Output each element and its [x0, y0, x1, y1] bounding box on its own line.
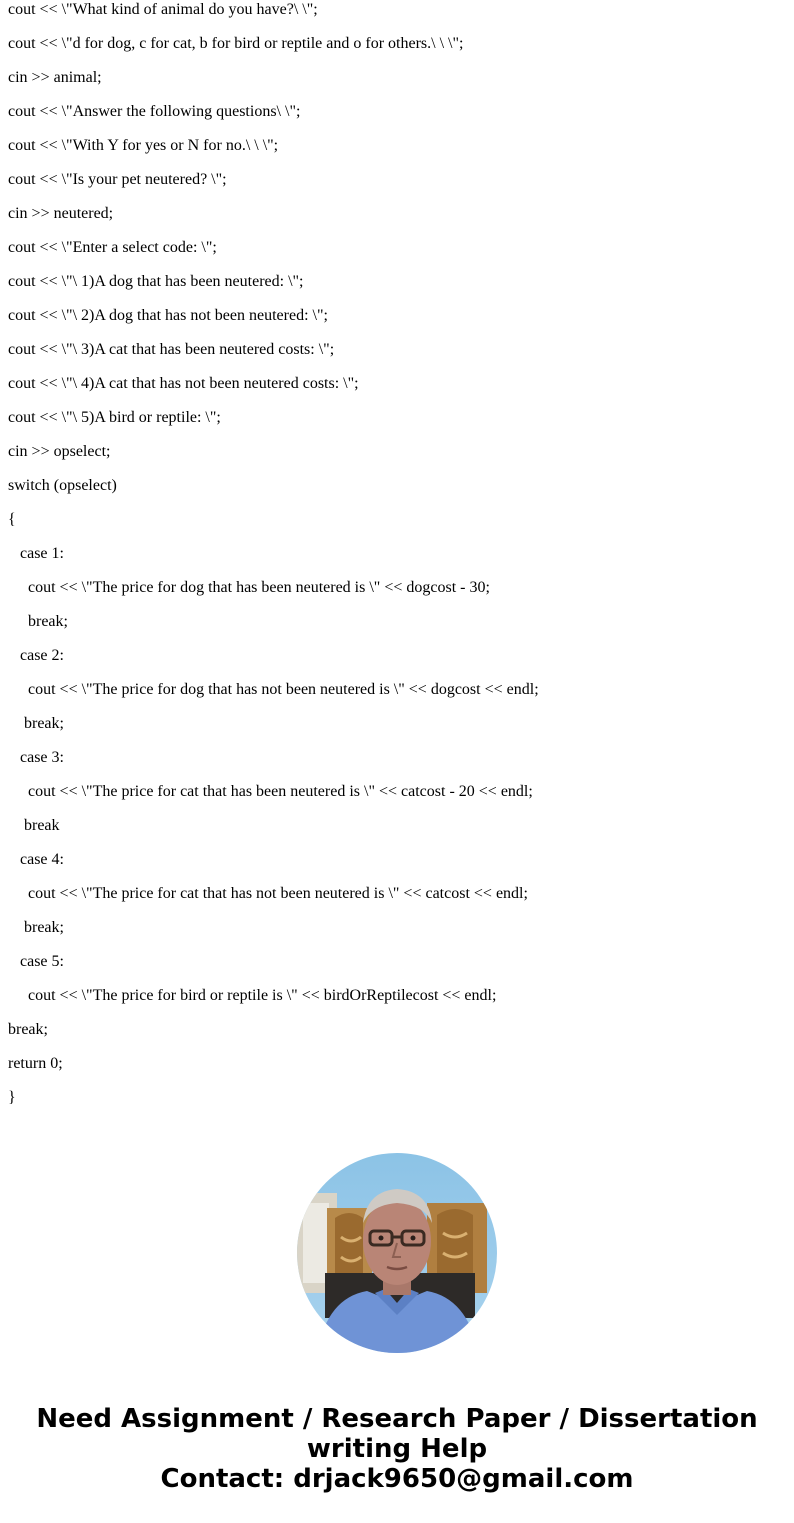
code-line: cout << \"Is your pet neutered? \";	[8, 171, 227, 188]
code-line: cin >> animal;	[8, 69, 102, 86]
code-line: break;	[8, 613, 68, 630]
code-line: cout << \"d for dog, c for cat, b for bird or reptile and o for others.\ \ \";	[8, 35, 464, 52]
promo-contact-email: Contact: drjack9650@gmail.com	[160, 1464, 634, 1494]
code-line: cout << \"The price for cat that has not been neutered is \" << catcost << endl;	[8, 885, 528, 902]
code-line: break;	[8, 715, 64, 732]
code-line: }	[8, 1089, 16, 1106]
promo-block	[0, 1404, 794, 1494]
code-line: break;	[8, 919, 64, 936]
promo-line-heading: Need Assignment / Research Paper / Dissertation	[36, 1404, 758, 1434]
code-line: case 2:	[8, 647, 64, 664]
code-line: cout << \"The price for dog that has not been neutered is \" << dogcost << endl;	[8, 681, 539, 698]
code-line: cout << \"Answer the following questions\ \";	[8, 103, 301, 120]
author-avatar	[297, 1153, 497, 1353]
code-line: cout << \"\ 2)A dog that has not been neutered: \";	[8, 307, 328, 324]
code-line: cin >> neutered;	[8, 205, 114, 222]
code-line: return 0;	[8, 1055, 63, 1072]
code-line: cout << \"\ 3)A cat that has been neutered costs: \";	[8, 341, 335, 358]
code-line: {	[8, 511, 16, 528]
code-line: case 5:	[8, 953, 64, 970]
code-line: cout << \"\ 4)A cat that has not been neutered costs: \";	[8, 375, 359, 392]
code-line: cout << \"\ 1)A dog that has been neutered: \";	[8, 273, 304, 290]
code-line: cout << \"Enter a select code: \";	[8, 239, 217, 256]
code-line: cout << \"The price for dog that has been neutered is \" << dogcost - 30;	[8, 579, 490, 596]
code-line: cout << \"The price for bird or reptile is \" << birdOrReptilecost << endl;	[8, 987, 497, 1004]
code-line: case 3:	[8, 749, 64, 766]
promo-line-subheading: writing Help	[306, 1434, 488, 1464]
code-line: cout << \"\ 5)A bird or reptile: \";	[8, 409, 221, 426]
code-line: cout << \"The price for cat that has been neutered is \" << catcost - 20 << endl;	[8, 783, 533, 800]
code-line: switch (opselect)	[8, 477, 117, 494]
code-line: cout << \"What kind of animal do you have?\ \";	[8, 1, 318, 18]
code-line: case 4:	[8, 851, 64, 868]
code-line: break;	[8, 1021, 48, 1038]
author-portrait-image	[297, 1153, 497, 1353]
code-line: case 1:	[8, 545, 64, 562]
code-line: cin >> opselect;	[8, 443, 111, 460]
code-line: cout << \"With Y for yes or N for no.\ \ \";	[8, 137, 279, 154]
code-line: break	[8, 817, 60, 834]
